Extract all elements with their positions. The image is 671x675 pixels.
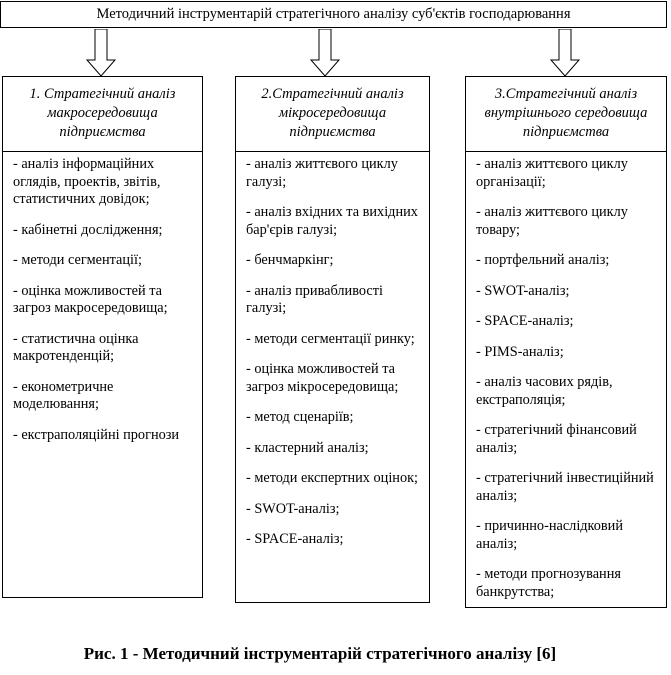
- list-item: - аналіз життєвого циклу організації;: [476, 156, 628, 190]
- list-item: - екстраполяційні прогнози: [13, 426, 180, 443]
- list-item: - портфельний аналіз;: [476, 252, 610, 268]
- list-item: - SPACE-аналіз;: [476, 313, 574, 329]
- list-item: - стратегічний інвестиційний аналіз;: [476, 470, 654, 504]
- column-micro: [235, 76, 430, 603]
- down-arrow-1: [86, 29, 116, 77]
- list-item: - PIMS-аналіз;: [476, 343, 564, 360]
- list-item: - SWOT-аналіз;: [246, 500, 340, 517]
- list-item: - аналіз життєвого циклу товару;: [476, 204, 628, 238]
- column-macro-title: 1. Стратегічний аналіз макросередовища підприємства: [3, 77, 202, 152]
- list-item: - стратегічний фінансовий аналіз;: [476, 422, 637, 456]
- column-macro-list: [3, 152, 202, 444]
- list-item: - аналіз інформаційних оглядів, проектів, звітів, статистичних довідок;: [13, 156, 161, 207]
- list-item: - SPACE-аналіз;: [246, 531, 344, 547]
- list-item: - оцінка можливостей та загроз макросередовища;: [13, 282, 168, 316]
- list-item: - оцінка можливостей та загроз мікросередовища;: [246, 361, 399, 395]
- list-item: - кластерний аналіз;: [246, 439, 369, 456]
- column-micro-title: 2.Стратегічний аналіз мікросередовища підприємства: [236, 77, 429, 152]
- column-internal-title: 3.Стратегічний аналіз внутрішнього середовища підприємства: [466, 77, 666, 152]
- list-item: - аналіз часових рядів, екстраполяція;: [476, 374, 613, 408]
- list-item: - економетричне моделювання;: [13, 378, 114, 412]
- list-item: - аналіз життєвого циклу галузі;: [246, 156, 398, 190]
- list-item: - методи експертних оцінок;: [246, 470, 419, 486]
- column-internal-list: [466, 152, 666, 601]
- list-item: - методи прогнозування банкрутства;: [476, 566, 621, 600]
- top-box: Методичний інструментарій стратегічного аналізу суб'єктів господарювання: [0, 1, 667, 28]
- list-item: - аналіз привабливості галузі;: [246, 282, 383, 316]
- list-item: - метод сценаріїв;: [246, 409, 354, 425]
- figure-caption: Рис. 1 - Методичний інструментарій стратегічного аналізу [6]: [83, 644, 557, 663]
- list-item: - SWOT-аналіз;: [476, 282, 570, 299]
- column-micro-list: [236, 152, 429, 549]
- list-item: - бенчмаркінг;: [246, 252, 334, 268]
- column-internal: [465, 76, 667, 608]
- down-arrow-2: [310, 29, 340, 77]
- list-item: - статистична оцінка макротенденцій;: [13, 330, 139, 364]
- list-item: - кабінетні дослідження;: [13, 221, 163, 238]
- down-arrow-3: [550, 29, 580, 77]
- list-item: - методи сегментації ринку;: [246, 330, 415, 347]
- column-macro: [2, 76, 203, 598]
- list-item: - аналіз вхідних та вихідних бар'єрів галузі;: [246, 204, 418, 238]
- list-item: - методи сегментації;: [13, 252, 142, 268]
- list-item: - причинно-наслідковий аналіз;: [476, 518, 623, 552]
